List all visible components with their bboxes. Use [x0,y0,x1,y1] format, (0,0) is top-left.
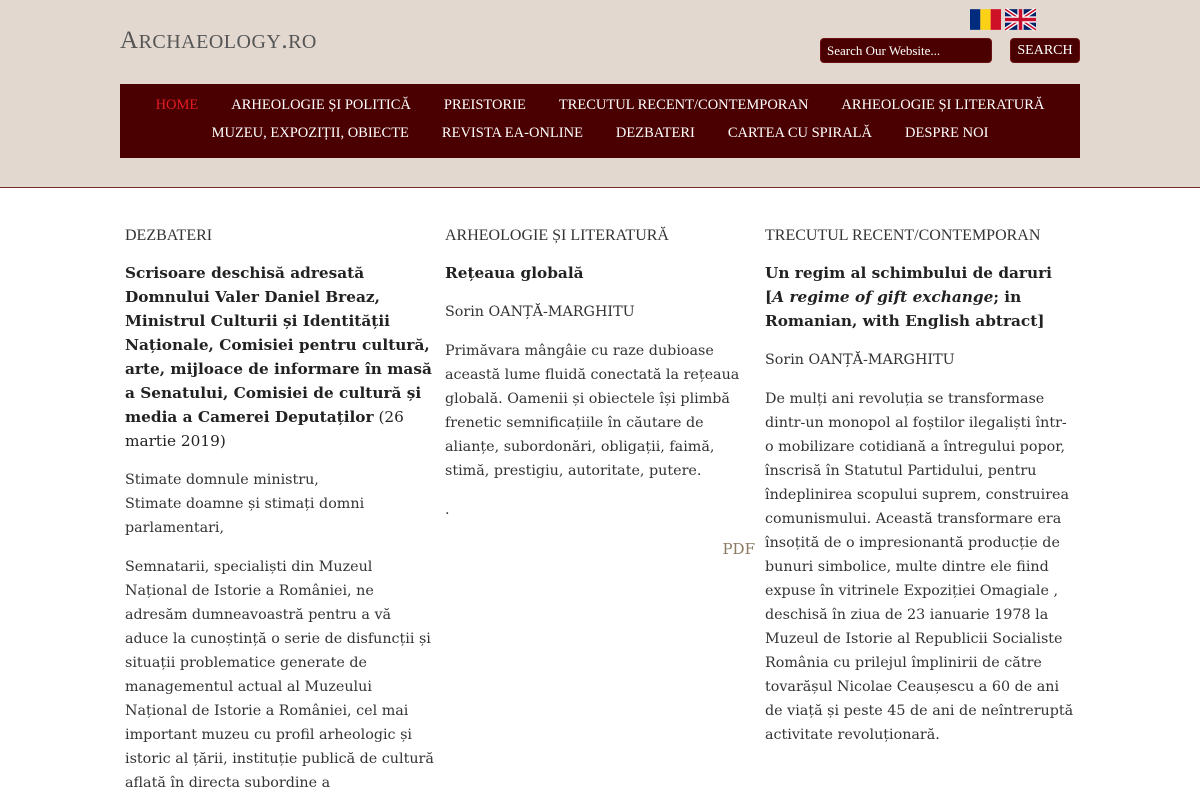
category-heading[interactable]: TRECUTUL RECENT/CONTEMPORAN [765,227,1041,244]
logo-rest: RCHAEOLOGY [138,31,282,53]
search-button[interactable]: SEARCH [1010,38,1080,63]
main-content [0,188,1200,791]
nav-item-arheologie-si-politica[interactable]: ARHEOLOGIE ȘI POLITICĂ [231,97,411,113]
site-logo[interactable] [120,27,317,55]
nav-item-muzeu-expozitii[interactable]: MUZEU, EXPOZIȚII, OBIECTE [211,125,409,141]
article-excerpt: De mulți ani revoluția se transformase dintr-un monopol al foștilor ilegaliști într-o mobilizare cotidiană a întregului popor, înscrisă în Statutul Partidului, pentru îndeplinirea scopului suprem, construirea comunismului. Această transformare era însoțită de o impresionantă producție de bunuri simbolice, multe dintre ele fiind expuse în vitrinele Expoziției Omagiale , deschisă în ziua de 23 ianuarie 1978 la Muzeul de Istorie al Republicii Socialiste România cu prilejul împlinirii de către tovarășul Nicolae Ceaușescu a 60 de ani de viață și peste 45 de ani de neîntreruptă activitate revoluționară. [765,391,1074,743]
article-salutation [125,468,435,540]
romanian-flag-icon[interactable] [970,8,1001,31]
category-heading[interactable]: ARHEOLOGIE ȘI LITERATURĂ [445,227,669,244]
article-column-literatura [445,225,755,561]
article-title[interactable]: Rețeaua globală [445,264,584,282]
pdf-link[interactable]: PDF [722,540,755,558]
article-title-text: Scrisoare deschisă adresată Domnului Valer Daniel Breaz, Ministrul Culturii și Identității Naționale, Comisiei pentru cultură, arte, mijloace de informare în masă a Senatului, Comisiei de cultură și media a Camerei Deputaților [125,264,432,426]
nav-item-despre-noi[interactable]: DESPRE NOI [905,125,989,141]
logo-cap: A [120,27,139,54]
article-author: Sorin OANȚĂ-MARGHITU [445,304,635,320]
nav-item-cartea-cu-spirala[interactable]: CARTEA CU SPIRALĂ [727,125,873,141]
article-column-trecutul-recent [765,225,1075,762]
article-title[interactable] [765,261,1075,333]
nav-item-arheologie-si-literatura[interactable]: ARHEOLOGIE ȘI LITERATURĂ [841,97,1045,113]
nav-item-home[interactable]: HOME [155,97,199,113]
article-author: Sorin OANȚĂ-MARGHITU [765,352,955,368]
salutation-line-1: Stimate domnule ministru, [125,472,319,488]
logo-tld: RO [288,31,317,53]
english-flag-icon[interactable] [1005,8,1036,31]
article-column-dezbateri [125,225,435,810]
nav-item-trecutul-recent[interactable]: TRECUTUL RECENT/CONTEMPORAN [558,97,809,113]
article-title[interactable] [125,261,435,453]
title-part-2: ; in Romanian, with English abtract] [765,288,1045,330]
article-excerpt: Primăvara mângâie cu raze dubioase această lume fluidă conectată la rețeaua globală. Oamenii și obiectele își plimbă frenetic semnificațiile în căutare de alianțe, subordonări, obligații, faimă, stimă, prestigiu, autoritate, putere. [445,343,740,479]
nav-row-1 [120,97,1080,114]
main-navigation [120,84,1080,158]
title-part-italic: A regime of gift exchange [772,288,994,306]
title-part-1: Un regim al schimbului de daruri [ [765,264,1052,306]
category-heading[interactable]: DEZBATERI [125,227,213,244]
logo-dot: . [281,27,289,54]
nav-item-preistorie[interactable]: PREISTORIE [443,97,526,113]
language-switcher [970,8,1036,31]
article-excerpt: Semnatarii, specialiști din Muzeul Național de Istorie a României, ne adresăm dumneavoastră pentru a vă aduce la cunoștință o serie de disfuncții și situații problematice generate de managementul actual al Muzeului Național de Istorie a României, cel mai important muzeu cu profil arheologic și istoric al țării, instituție publică de cultură aflată în directa subordine a [125,559,434,791]
site-header [0,0,1200,188]
nav-item-revista-ea-online[interactable]: REVISTA EA-ONLINE [441,125,583,141]
nav-item-dezbateri[interactable]: DEZBATERI [615,125,695,141]
search-input[interactable] [820,38,992,63]
nav-row-2 [120,125,1080,142]
article-date: (26 martie 2019) [125,408,404,450]
article-dot: . [445,502,450,518]
salutation-line-2: Stimate doamne și stimați domni parlamentari, [125,496,365,536]
